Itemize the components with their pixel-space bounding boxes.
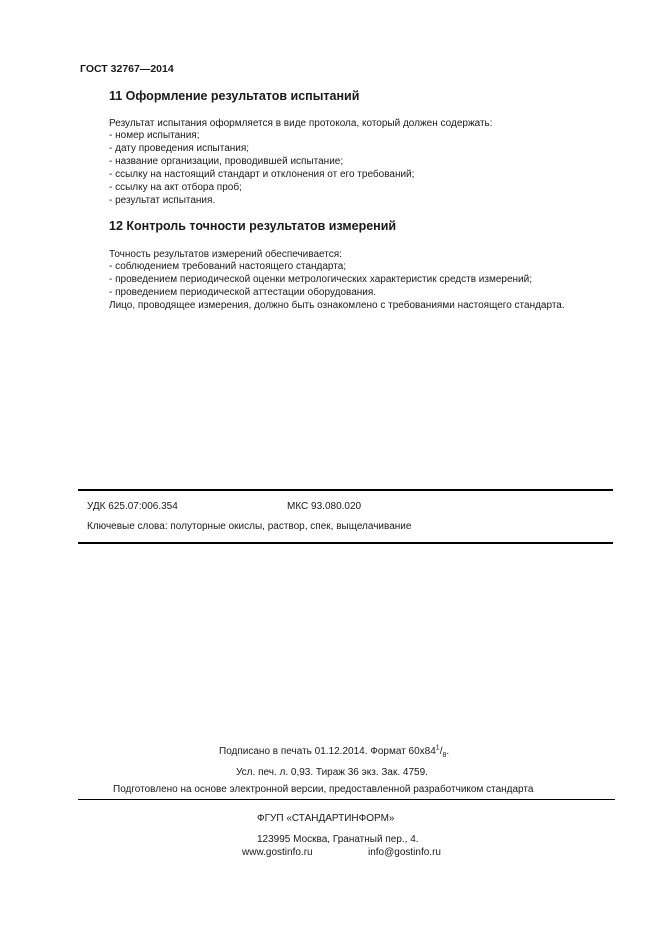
prepared-note: Подготовлено на основе электронной версии, предоставленной разработчиком стандарта [113, 784, 534, 795]
format-numerator: 1 [435, 744, 440, 752]
bottom-divider [78, 542, 613, 544]
mks-code: МКС 93.080.020 [287, 501, 362, 512]
section-11-item: - результат испытания. [109, 195, 216, 206]
print-stats: Усл. печ. л. 0,93. Тираж 36 экз. Зак. 4759. [236, 767, 428, 778]
section-12-item: - проведением периодической аттестации оборудования. [109, 287, 377, 298]
udk-code: УДК 625.07:006.354 [87, 501, 178, 512]
top-divider [78, 489, 613, 491]
website-link[interactable]: www.gostinfo.ru [242, 847, 313, 858]
section-11-item: - дату проведения испытания; [109, 143, 250, 154]
signed-prefix: Подписано в печать 01.12.2014. Формат 60x84 [219, 746, 436, 757]
document-code: ГОСТ 32767—2014 [80, 63, 174, 75]
signed-for-print [219, 746, 449, 757]
keywords: Ключевые слова: полуторные окислы, раствор, спек, выщелачивание [87, 521, 412, 532]
section-11-item: - ссылку на настоящий стандарт и отклонения от его требований; [109, 169, 415, 180]
publisher-name: ФГУП «СТАНДАРТИНФОРМ» [257, 813, 395, 824]
section-11-intro: Результат испытания оформляется в виде протокола, который должен содержать: [109, 118, 493, 129]
section-12-item: - проведением периодической оценки метрологических характеристик средств измерений; [109, 274, 532, 285]
signed-suffix: . [446, 746, 450, 757]
section-11-item: - номер испытания; [109, 130, 200, 141]
section-12-intro: Точность результатов измерений обеспечивается: [109, 249, 342, 260]
imprint-divider [78, 799, 615, 800]
section-11-title: 11 Оформление результатов испытаний [109, 89, 360, 103]
section-12-title: 12 Контроль точности результатов измерений [109, 219, 397, 233]
section-12-item: - соблюдением требований настоящего стандарта; [109, 261, 347, 272]
format-denominator: 8 [442, 752, 447, 759]
publisher-address: 123995 Москва, Гранатный пер., 4. [257, 834, 419, 845]
section-11-item: - ссылку на акт отбора проб; [109, 182, 242, 193]
email-link[interactable]: info@gostinfo.ru [368, 847, 441, 858]
format-slash: / [439, 746, 443, 757]
section-11-item: - название организации, проводившей испытание; [109, 156, 344, 167]
section-12-closing-paragraph: Лицо, проводящее измерения, должно быть ознакомлено с требованиями настоящего стандарта. [109, 300, 565, 311]
